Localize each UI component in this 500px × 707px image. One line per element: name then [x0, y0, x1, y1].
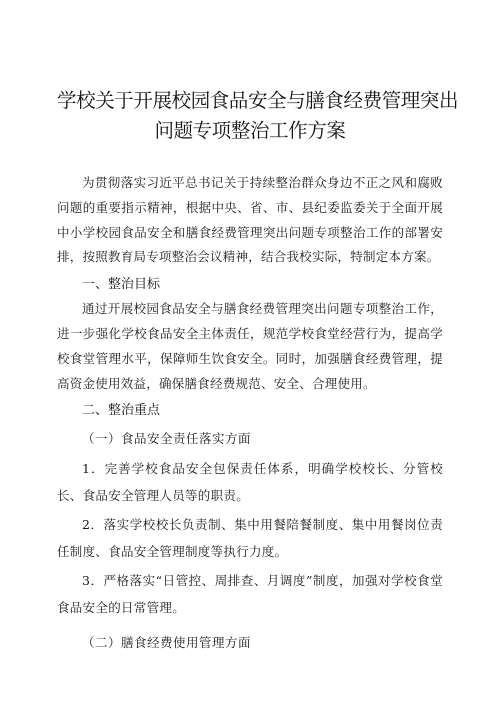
list-item: 1．完善学校食品安全包保责任体系，明确学校校长、分管校长、食品安全管理人员等的职责。	[57, 461, 443, 504]
section-heading-goals: 一、整治目标	[82, 277, 161, 293]
document-body	[57, 171, 443, 657]
list-item: 3．严格落实“日管控、周排查、月调度”制度，加强对学校食堂食品安全的日常管理。	[57, 573, 443, 616]
title-line-1: 学校关于开展校园食品安全与膳食经费管理突出	[57, 89, 459, 112]
list-item: 2．落实学校校长负责制、集中用餐陪餐制度、集中用餐岗位责任制度、食品安全管理制度等执行力度。	[57, 517, 443, 560]
subsection-heading-responsibility: （一）食品安全责任落实方面	[82, 431, 252, 447]
title-line-2: 问题专项整治工作方案	[154, 119, 346, 142]
section-heading-focus: 二、整治重点	[82, 403, 161, 419]
document-title	[57, 0, 459, 146]
intro-paragraph: 为贯彻落实习近平总书记关于持续整治群众身边不正之风和腐败问题的重要指示精神，根据中央、省、市、县纪委监委关于全面开展中小学校园食品安全和膳食经费管理突出问题专项整治工作的部署安排，按照教育局专项整治会议精神，结合我校实际，特制定本方案。	[57, 175, 443, 265]
subsection-heading-funds: （二）膳食经费使用管理方面	[82, 635, 252, 651]
goals-paragraph: 通过开展校园食品安全与膳食经费管理突出问题专项整治工作，进一步强化学校食品安全主体责任，规范学校食堂经营行为，提高学校食堂管理水平，保障师生饮食安全。同时，加强膳食经费管理，提高资金使用效益，确保膳食经费规范、安全、合理使用。	[57, 301, 443, 391]
